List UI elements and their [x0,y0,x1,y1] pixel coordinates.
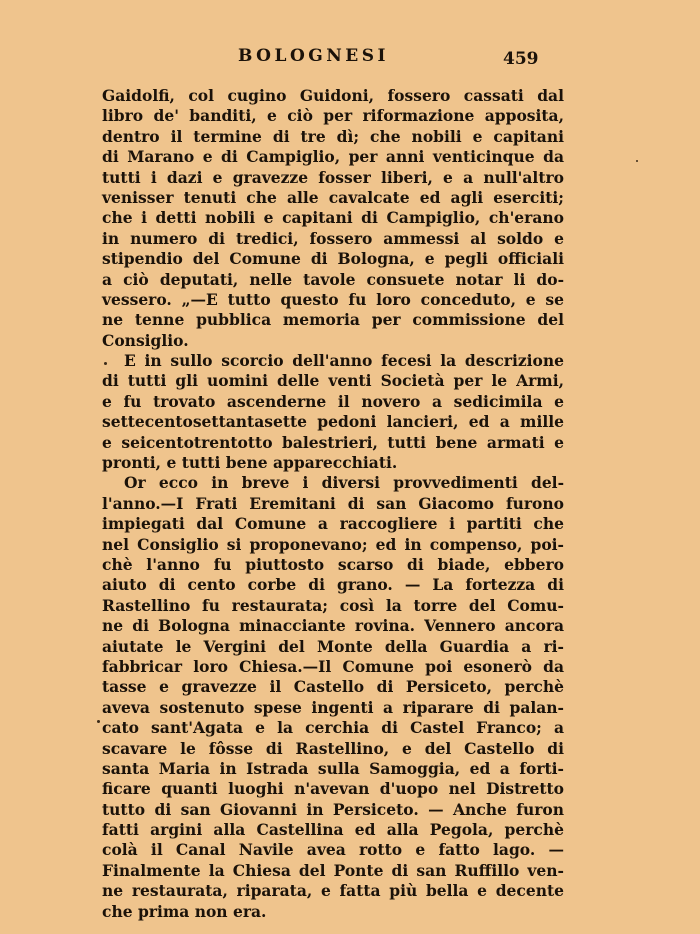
margin-speck [97,720,100,723]
text-line: l'anno.—I Frati Eremitani di san Giacomo furono [102,493,564,513]
text-line: di Marano e di Campiglio, per anni venticinque da [102,147,564,167]
text-line: vessero. „—E tutto questo fu loro conceduto, e se [102,289,564,309]
text-line: tutto di san Giovanni in Persiceto. — Anche furon [102,799,564,819]
body-text [102,86,564,922]
text-line: scavare le fôsse di Rastellino, e del Castello di [102,738,564,758]
text-line: ne di Bologna minacciante rovina. Vennero ancora [102,616,564,636]
margin-speck [104,362,107,365]
text-line: tasse e gravezze il Castello di Persiceto, perchè [102,677,564,697]
text-line: venisser tenuti che alle cavalcate ed agli eserciti; [102,187,564,207]
text-line: Or ecco in breve i diversi provvedimenti del- [124,473,564,493]
text-line: tutti i dazi e gravezze fosser liberi, e a null'altro [102,167,564,187]
text-line: aiuto di cento corbe di grano. — La fortezza di [102,575,564,595]
text-line: santa Maria in Istrada sulla Samoggia, ed a forti- [102,758,564,778]
text-line: e fu trovato ascenderne il novero a sedicimila e [102,391,564,411]
text-line: a ciò deputati, nelle tavole consuete notar li do- [102,269,564,289]
text-line: pronti, e tutti bene apparecchiati. [102,453,398,473]
text-line: fatti argini alla Castellina ed alla Pegola, perchè [102,820,564,840]
text-line: nel Consiglio si proponevano; ed in compenso, poi- [102,534,564,554]
text-line: ne restaurata, riparata, e fatta più bella e decente [102,881,564,901]
text-line: impiegati dal Comune a raccogliere i partiti che [102,514,564,534]
text-line: cato sant'Agata e la cerchia di Castel Franco; a [102,718,564,738]
text-line: e seicentotrentotto balestrieri, tutti bene armati e [102,432,564,452]
text-line: Finalmente la Chiesa del Ponte di san Ruffillo ven- [102,860,564,880]
text-line: stipendio del Comune di Bologna, e pegli officiali [102,249,564,269]
text-line: dentro il termine di tre dì; che nobili e capitani [102,126,564,146]
text-line: fabbricar loro Chiesa.—Il Comune poi esonerò da [102,656,564,676]
text-line: che i detti nobili e capitani di Campiglio, ch'erano [102,208,564,228]
text-line: aveva sostenuto spese ingenti a riparare di palan- [102,697,564,717]
text-line: E in sullo scorcio dell'anno fecesi la descrizione [124,351,564,371]
margin-speck [636,160,638,162]
text-line: libro de' banditi, e ciò per riformazione apposita, [102,106,564,126]
text-line: ficare quanti luoghi n'avevan d'uopo nel Distretto [102,779,564,799]
text-line: in numero di tredici, fossero ammessi al soldo e [102,228,564,248]
text-line: Consiglio. [102,330,189,350]
running-title: BOLOGNESI [238,46,389,66]
page-number: 459 [503,49,539,69]
text-line: ne tenne pubblica memoria per commissione del [102,310,564,330]
text-line: chè l'anno fu piuttosto scarso di biade, ebbero [102,554,564,574]
text-line: di tutti gli uomini delle venti Società per le Armi, [102,371,564,391]
text-line: Gaidolfi, col cugino Guidoni, fossero cassati dal [102,86,564,105]
text-line: Rastellino fu restaurata; così la torre del Comu- [102,595,564,615]
text-line: settecentosettantasette pedoni lancieri, ed a mille [102,412,564,432]
text-line: aiutate le Vergini del Monte della Guardia a ri- [102,636,564,656]
text-line: che prima non era. [102,901,267,921]
text-line: colà il Canal Navile avea rotto e fatto lago. — [102,840,564,860]
